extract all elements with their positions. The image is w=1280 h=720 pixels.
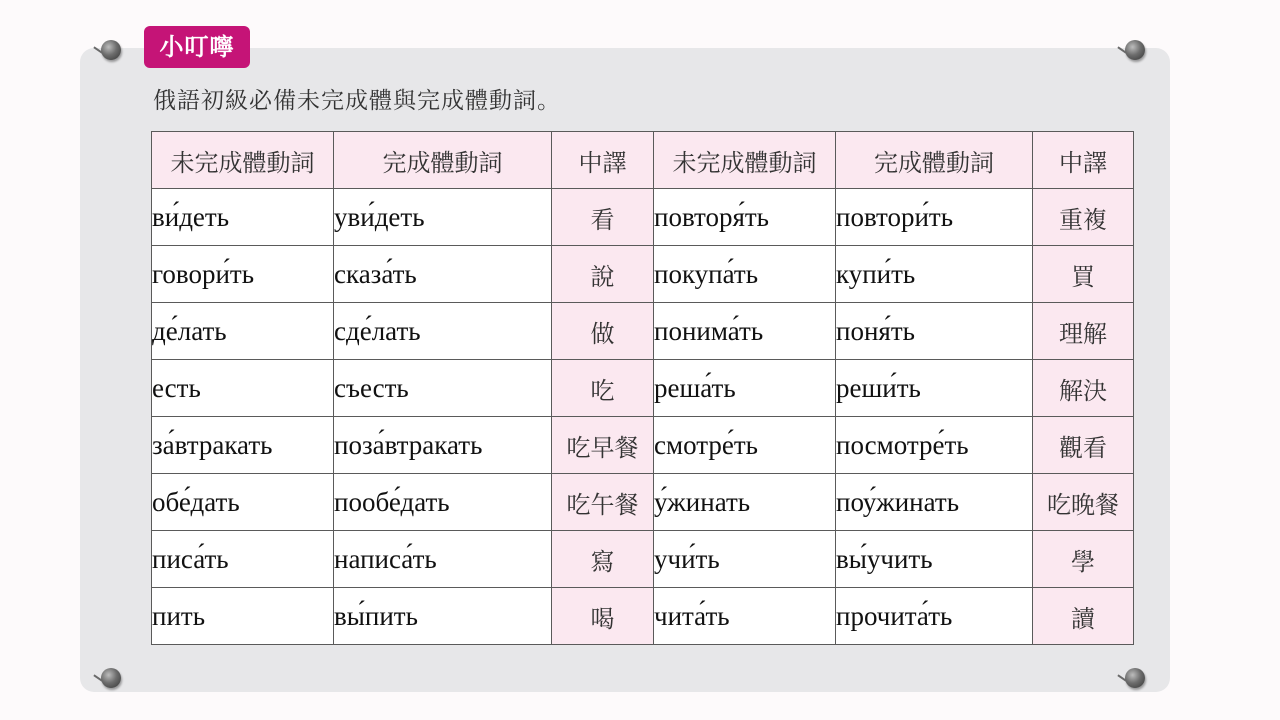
table-row bbox=[152, 360, 1134, 417]
imperfective-verb: есть bbox=[152, 360, 334, 417]
pushpin-icon bbox=[101, 668, 121, 688]
imperfective-verb: де́лать bbox=[152, 303, 334, 360]
translation: 吃午餐 bbox=[552, 474, 654, 531]
pushpin-icon bbox=[101, 40, 121, 60]
perfective-verb: поня́ть bbox=[836, 303, 1033, 360]
tip-badge: 小叮嚀 bbox=[144, 26, 250, 68]
imperfective-verb: за́втракать bbox=[152, 417, 334, 474]
translation: 觀看 bbox=[1033, 417, 1134, 474]
translation: 買 bbox=[1033, 246, 1134, 303]
translation: 學 bbox=[1033, 531, 1134, 588]
imperfective-verb: чита́ть bbox=[654, 588, 836, 645]
table-row bbox=[152, 588, 1134, 645]
perfective-verb: реши́ть bbox=[836, 360, 1033, 417]
perfective-verb: уви́деть bbox=[334, 189, 552, 246]
perfective-verb: пообе́дать bbox=[334, 474, 552, 531]
table-row bbox=[152, 189, 1134, 246]
imperfective-verb: учи́ть bbox=[654, 531, 836, 588]
perfective-verb: вы́пить bbox=[334, 588, 552, 645]
pushpin-icon bbox=[1125, 668, 1145, 688]
header-imperfective: 未完成體動詞 bbox=[654, 132, 836, 189]
header-translation: 中譯 bbox=[1033, 132, 1134, 189]
imperfective-verb: у́жинать bbox=[654, 474, 836, 531]
table-row bbox=[152, 417, 1134, 474]
perfective-verb: повтори́ть bbox=[836, 189, 1033, 246]
translation: 吃晚餐 bbox=[1033, 474, 1134, 531]
translation: 看 bbox=[552, 189, 654, 246]
header-perfective: 完成體動詞 bbox=[334, 132, 552, 189]
imperfective-verb: повторя́ть bbox=[654, 189, 836, 246]
translation: 解決 bbox=[1033, 360, 1134, 417]
perfective-verb: купи́ть bbox=[836, 246, 1033, 303]
translation: 說 bbox=[552, 246, 654, 303]
perfective-verb: написа́ть bbox=[334, 531, 552, 588]
translation: 讀 bbox=[1033, 588, 1134, 645]
header-imperfective: 未完成體動詞 bbox=[152, 132, 334, 189]
pushpin-icon bbox=[1125, 40, 1145, 60]
perfective-verb: поу́жинать bbox=[836, 474, 1033, 531]
translation: 吃早餐 bbox=[552, 417, 654, 474]
translation: 喝 bbox=[552, 588, 654, 645]
section-subtitle: 俄語初級必備未完成體與完成體動詞。 bbox=[153, 88, 561, 114]
imperfective-verb: пить bbox=[152, 588, 334, 645]
imperfective-verb: понима́ть bbox=[654, 303, 836, 360]
perfective-verb: сде́лать bbox=[334, 303, 552, 360]
perfective-verb: поза́втракать bbox=[334, 417, 552, 474]
perfective-verb: сказа́ть bbox=[334, 246, 552, 303]
table-row bbox=[152, 303, 1134, 360]
perfective-verb: вы́учить bbox=[836, 531, 1033, 588]
header-perfective: 完成體動詞 bbox=[836, 132, 1033, 189]
perfective-verb: съесть bbox=[334, 360, 552, 417]
table-row bbox=[152, 474, 1134, 531]
header-translation: 中譯 bbox=[552, 132, 654, 189]
imperfective-verb: обе́дать bbox=[152, 474, 334, 531]
imperfective-verb: говори́ть bbox=[152, 246, 334, 303]
translation: 理解 bbox=[1033, 303, 1134, 360]
imperfective-verb: ви́деть bbox=[152, 189, 334, 246]
imperfective-verb: писа́ть bbox=[152, 531, 334, 588]
translation: 重複 bbox=[1033, 189, 1134, 246]
translation: 做 bbox=[552, 303, 654, 360]
imperfective-verb: покупа́ть bbox=[654, 246, 836, 303]
translation: 寫 bbox=[552, 531, 654, 588]
imperfective-verb: реша́ть bbox=[654, 360, 836, 417]
translation: 吃 bbox=[552, 360, 654, 417]
verb-table bbox=[151, 131, 1134, 645]
table-row bbox=[152, 246, 1134, 303]
table-header-row bbox=[152, 132, 1134, 189]
perfective-verb: прочита́ть bbox=[836, 588, 1033, 645]
perfective-verb: посмотре́ть bbox=[836, 417, 1033, 474]
imperfective-verb: смотре́ть bbox=[654, 417, 836, 474]
table-row bbox=[152, 531, 1134, 588]
